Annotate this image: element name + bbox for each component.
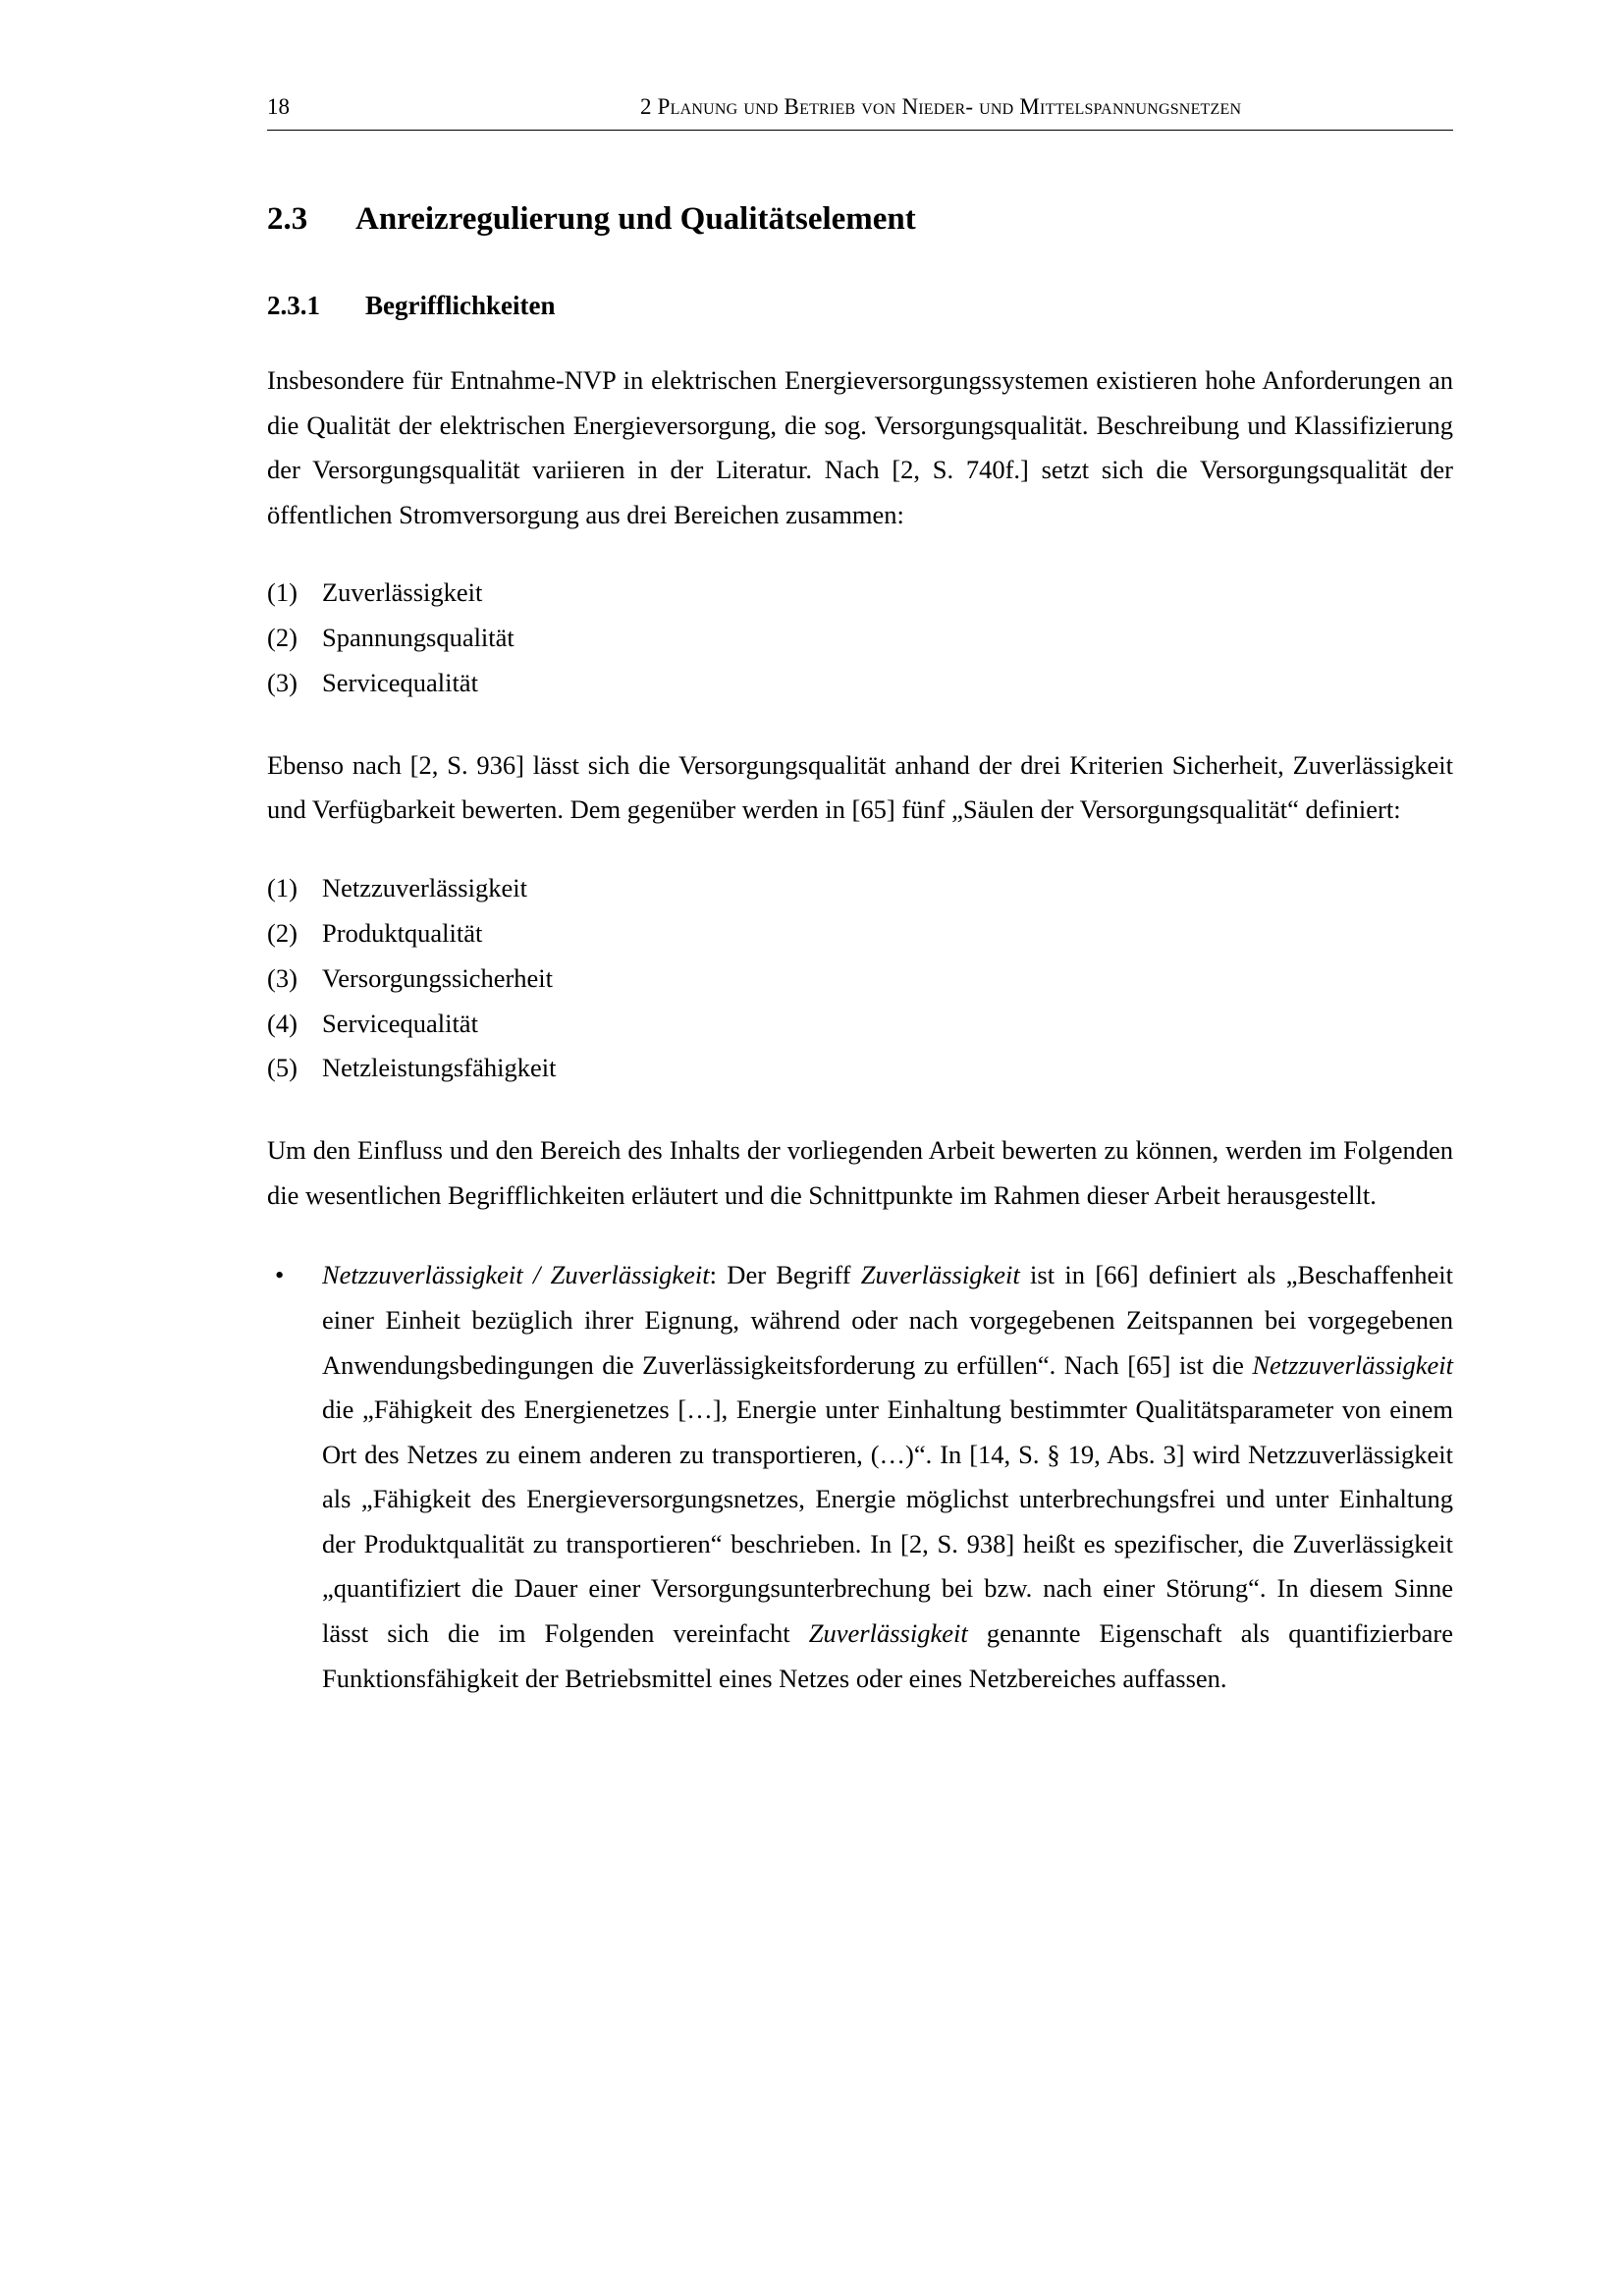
- list-item: [267, 957, 1453, 1002]
- list-item-text: Servicequalität: [322, 1008, 478, 1038]
- paragraph-scope: Um den Einfluss und den Bereich des Inhalts der vorliegenden Arbeit bewerten zu können, werden im Folgenden die wesentlichen Begrifflichkeiten erläutert und die Schnittpunkte im Rahmen dieser Arbeit herausgestellt.: [267, 1135, 1453, 1210]
- list-item: [267, 1002, 1453, 1047]
- term-zuverlaessigkeit-1: Zuverlässigkeit: [860, 1260, 1020, 1290]
- list-item: [267, 1253, 1453, 1701]
- bullet-text-part-4: genannte Eigenschaft als quantifizierbare Funktionsfähigkeit der Betriebsmittel eines Netzes oder eines Netzbereiches auffassen.: [322, 1618, 1454, 1693]
- running-head: [267, 94, 1453, 131]
- numbered-list-one: [267, 571, 1453, 706]
- bullet-text: [322, 1253, 1453, 1701]
- running-title: 2 Planung und Betrieb von Nieder- und Mittelspannungsnetzen: [640, 94, 1242, 119]
- section-heading: [267, 201, 1453, 238]
- list-item-text: Versorgungssicherheit: [322, 962, 554, 993]
- list-item: [267, 616, 1453, 661]
- term-netzzuverlaessigkeit: Netzzuverlässigkeit / Zuverlässigkeit: [322, 1260, 710, 1290]
- bullet-list: [267, 1253, 1453, 1701]
- bullet-icon: •: [275, 1260, 285, 1290]
- bullet-text-part-2: ist in [66] definiert als „Beschaffenheit einer Einheit bezüglich ihrer Eignung, während oder nach vorgegebenen Zeitspannen bei vorgegebenen Anwendungsbedingungen die Zuverlässigkeitsforderung zu erfüllen“. Nach [65] ist die: [322, 1260, 1453, 1380]
- list-item-text: Netzzuverlässigkeit: [322, 873, 527, 902]
- subsection-title: Begrifflichkeiten: [365, 291, 556, 320]
- list-item: [267, 866, 1453, 911]
- list-item-label: (5): [267, 1053, 298, 1083]
- list-item-text: Spannungsqualität: [322, 623, 514, 653]
- list-item-label: (4): [267, 1008, 298, 1038]
- list-item: [267, 1046, 1453, 1091]
- numbered-list-two: [267, 866, 1453, 1091]
- bullet-text-part-1: : Der Begriff: [709, 1260, 861, 1290]
- list-item-text: Servicequalität: [322, 668, 478, 697]
- term-zuverlaessigkeit-2: Zuverlässigkeit: [808, 1618, 968, 1648]
- list-item-label: (2): [267, 623, 298, 653]
- list-item-label: (1): [267, 577, 298, 608]
- page-content: [267, 94, 1453, 1701]
- section-title: Anreizregulierung und Qualitätselement: [355, 201, 916, 237]
- list-item-text: Zuverlässigkeit: [322, 577, 483, 608]
- paragraph-five-pillars: Ebenso nach [2, S. 936] lässt sich die Versorgungsqualität anhand der drei Kriterien Sicherheit, Zuverlässigkeit und Verfügbarkeit bewerten. Dem gegenüber werden in [65] fünf „Säulen der Versorgungsqualität“ definiert:: [267, 749, 1453, 825]
- subsection-number: 2.3.1: [267, 291, 320, 320]
- list-item-label: (1): [267, 873, 298, 902]
- subsection-heading: [267, 291, 1453, 321]
- list-item-text: Produktqualität: [322, 917, 483, 948]
- list-item-text: Netzleistungsfähigkeit: [322, 1053, 557, 1083]
- page-number: 18: [267, 94, 290, 119]
- term-netzzuverlaessigkeit-2: Netzzuverlässigkeit: [1252, 1349, 1453, 1380]
- list-item: [267, 911, 1453, 957]
- bullet-text-part-3: die „Fähigkeit des Energienetzes […], Energie unter Einhaltung bestimmter Qualitätsparameter von einem Ort des Netzes zu einem anderen zu transportieren, (…)“. In [14, S. § 19, Abs. 3] wird Netzzuverlässigkeit als „Fähigkeit des Energieversorgungsnetzes, Energie möglichst unterbrechungsfrei und unter Einhaltung der Produktqualität zu transportieren“ beschrieben. In [2, S. 938] heißt es spezifischer, die Zuverlässigkeit „quantifiziert die Dauer einer Versorgungsunterbrechung bei bzw. nach einer Störung“. In diesem Sinne lässt sich die im Folgenden vereinfacht: [322, 1394, 1453, 1648]
- list-item-label: (3): [267, 962, 298, 993]
- list-item-label: (2): [267, 917, 298, 948]
- list-item: [267, 571, 1453, 616]
- section-number: 2.3: [267, 201, 308, 237]
- list-item-label: (3): [267, 668, 298, 697]
- paragraph-intro: Insbesondere für Entnahme-NVP in elektrischen Energieversorgungssystemen existieren hohe Anforderungen an die Qualität der elektrischen Energieversorgung, die sog. Versorgungsqualität. Beschreibung und Klassifizierung der Versorgungsqualität variieren in der Literatur. Nach [2, S. 740f.] setzt sich die Versorgungsqualität der öffentlichen Stromversorgung aus drei Bereichen zusammen:: [267, 365, 1453, 529]
- list-item: [267, 661, 1453, 706]
